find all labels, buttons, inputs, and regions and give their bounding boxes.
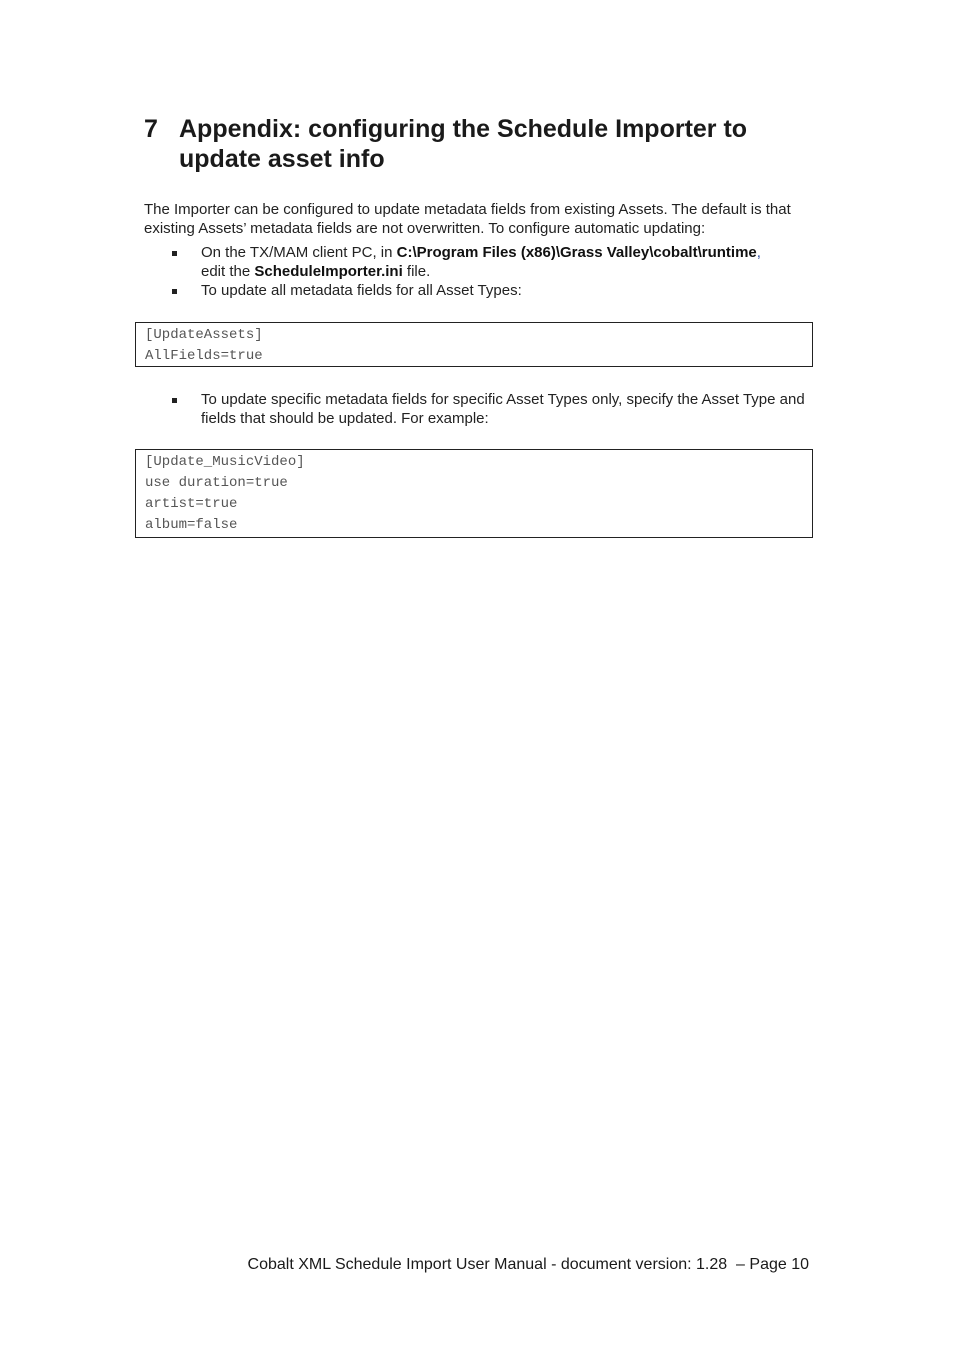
list-item [144,243,816,281]
section-heading [144,114,824,174]
list-item [144,390,816,428]
code-block-update-all [135,322,813,367]
page-footer: Cobalt XML Schedule Import User Manual - document version: 1.28 – Page 10 [247,1256,809,1273]
path-comma: , [756,244,761,261]
bullet-text-suffix: file. [402,263,431,280]
code-line: artist=true [145,496,238,512]
install-path: C:\Program Files (x86)\Grass Valley\cobalt\runtime [396,244,757,261]
bullet-list [144,390,816,428]
bullet-text: To update specific metadata fields for specific Asset Types only, specify the Asset Type and fields that should be updated. For example: [201,391,805,427]
code-line: AllFields=true [145,348,263,364]
bullet-text-mid: edit the [201,263,255,280]
bullet-text: To update all metadata fields for all Asset Types: [201,282,522,299]
code-line: [Update_MusicVideo] [145,454,305,470]
section-number: 7 [144,115,158,143]
intro-paragraph: The Importer can be configured to update metadata fields from existing Assets. The default is that existing Assets’ metadata fields are not overwritten. To configure automatic updating: [144,201,791,237]
code-line: use duration=true [145,475,288,491]
bullet-text-prefix: On the TX/MAM client PC, in [201,244,397,261]
bullet-marker [172,251,177,256]
code-block-update-specific [135,449,813,538]
bullet-marker [172,398,177,403]
code-line: album=false [145,517,238,533]
bullet-list [144,243,816,300]
bullet-marker [172,289,177,294]
section-title: Appendix: configuring the Schedule Importer to update asset info [179,115,748,173]
list-item [144,281,816,300]
ini-filename: ScheduleImporter.ini [254,263,403,280]
code-line: [UpdateAssets] [145,327,263,343]
